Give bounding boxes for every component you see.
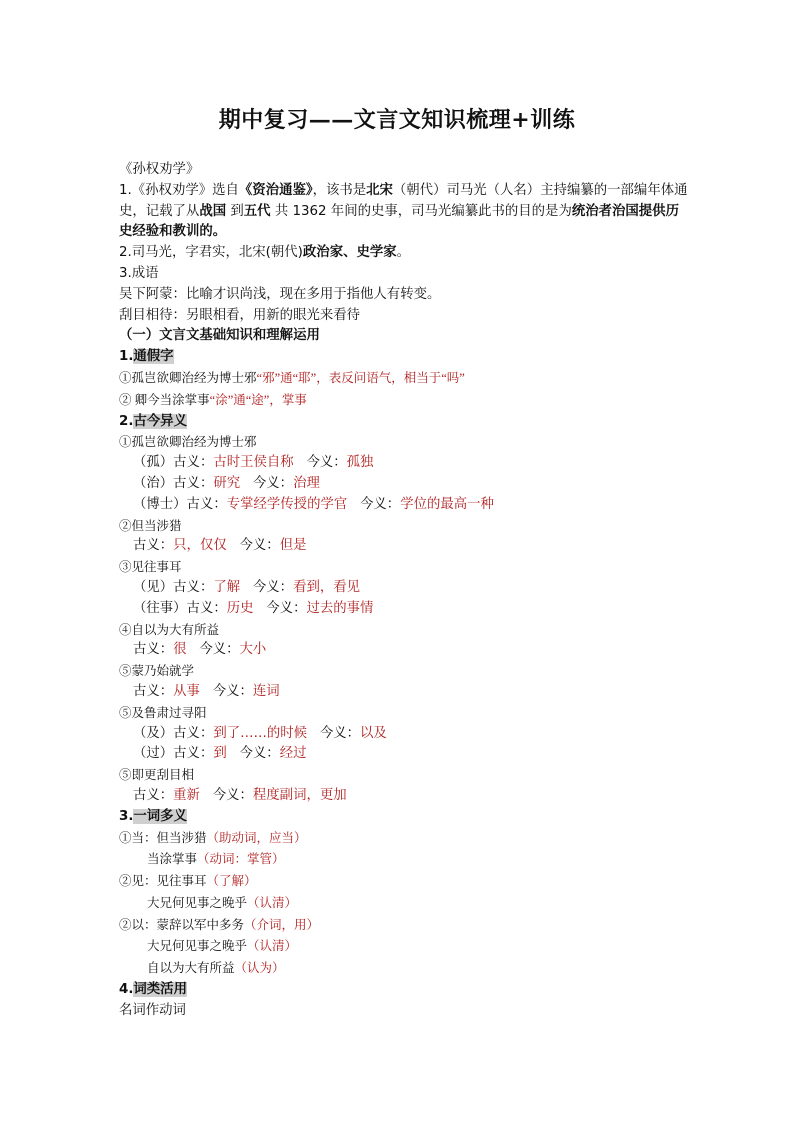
idiom-heading: 3.成语 xyxy=(119,265,159,281)
polysemy-row: ②见：见往事耳（了解） xyxy=(119,874,257,889)
example-sentence: ⑤即更刮目相 xyxy=(119,768,195,783)
polysemy-row: 当涂掌事（动词：掌管） xyxy=(147,852,285,867)
meaning-row: （孤）古义：古时王侯自称 今义：孤独 xyxy=(133,455,374,471)
part-heading: （一）文言文基础知识和理解运用 xyxy=(119,328,320,344)
polysemy-row: ①当：但当涉猎（助动词，应当） xyxy=(119,830,307,845)
example-sentence: ④自以为大有所益 xyxy=(119,622,220,637)
list-item: ①孤岂欲卿治经为博士邪“邪”通“耶”，表反问语气，相当于“吗” xyxy=(119,370,465,385)
example-sentence: ③见往事耳 xyxy=(119,560,182,575)
subsection-heading-tongjia: 1.通假字 xyxy=(119,349,174,365)
meaning-row: 古义：只，仅仅 今义：但是 xyxy=(133,538,307,554)
polysemy-row: 大兄何见事之晚乎（认清） xyxy=(147,895,298,910)
meaning-row: （见）古义：了解 今义：看到，看见 xyxy=(133,579,361,595)
subsection-heading-gujin: 2.古今异义 xyxy=(119,413,187,429)
example-sentence: ②但当涉猎 xyxy=(119,518,182,533)
subsection-heading-yici: 3.一词多义 xyxy=(119,808,187,824)
example-sentence: ⑤及鲁肃过寻阳 xyxy=(119,705,207,720)
example-sentence: ①孤岂欲卿治经为博士邪 xyxy=(119,435,257,450)
page-title: 期中复习——文言文知识梳理+训练 xyxy=(218,107,576,133)
subsection-heading-cilei: 4.词类活用 xyxy=(119,982,187,998)
meaning-row: （博士）古义：专掌经学传授的学官 今义：学位的最高一种 xyxy=(133,496,494,512)
meaning-row: （治）古义：研究 今义：治理 xyxy=(133,475,320,491)
document-body xyxy=(119,160,689,1022)
list-item: 名词作动词 xyxy=(119,1002,186,1018)
meaning-row: （及）古义：到了……的时候 今义：以及 xyxy=(133,725,387,741)
list-item: ② 卿今当涂掌事“涂”通“途”，掌事 xyxy=(119,392,307,407)
polysemy-row: 大兄何见事之晚乎（认清） xyxy=(147,939,298,954)
idiom-item: 吴下阿蒙：比喻才识尚浅，现在多用于指他人有转变。 xyxy=(119,286,441,302)
section-heading: 《孙权劝学》 xyxy=(119,162,200,177)
intro-paragraph-1: 1.《孙权劝学》选自《资治通鉴》，该书是北宋（朝代）司马光（人名）主持编纂的一部编年体通史，记载了从战国 到五代 共 1362 年间的史事，司马光编纂此书的目的是为统治者治国提供历史经验和教训的。 xyxy=(119,182,688,240)
dynasty: 北宋 xyxy=(366,182,393,198)
meaning-row: 古义：从事 今义：连词 xyxy=(133,683,280,699)
source-book: 《资治通鉴》 xyxy=(238,182,313,198)
polysemy-row: ②以：蒙辞以军中多务（介词，用） xyxy=(119,917,320,932)
compile-purpose: 统治者治国提供历史经验和教训的。 xyxy=(119,203,679,240)
meaning-row: 古义：很 今义：大小 xyxy=(133,642,267,658)
meaning-row: （往事）古义：历史 今义：过去的事情 xyxy=(133,600,374,616)
meaning-row: （过）古义：到 今义：经过 xyxy=(133,746,307,762)
intro-paragraph-2: 2.司马光，字君实，北宋(朝代)政治家、史学家。 xyxy=(119,245,411,261)
meaning-row: 古义：重新 今义：程度副词，更加 xyxy=(133,787,347,803)
polysemy-row: 自以为大有所益（认为） xyxy=(147,961,285,976)
example-sentence: ⑤蒙乃始就学 xyxy=(119,664,195,679)
idiom-item: 刮目相待：另眼相看，用新的眼光来看待 xyxy=(119,307,361,323)
